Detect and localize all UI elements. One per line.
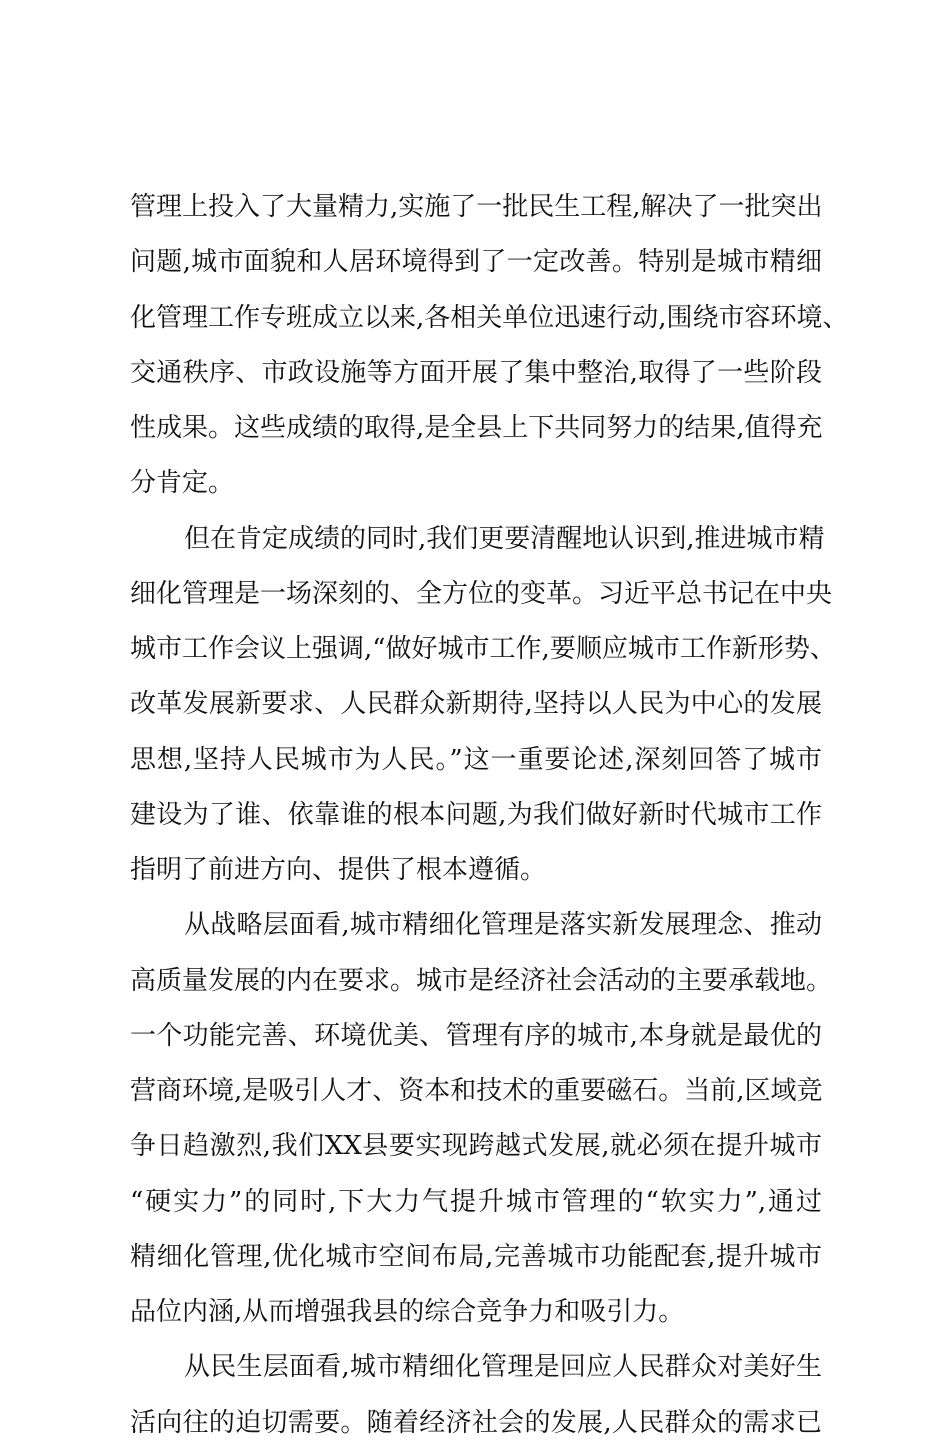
paragraph-2-line: 指明了前进方向、提供了根本遵循。 bbox=[130, 855, 547, 885]
paragraph-3-line: 争日趋激烈,我们XX县要实现跨越式发展,就必须在提升城市 bbox=[130, 1131, 822, 1162]
paragraph-4-line: 从民生层面看,城市精细化管理是回应人民群众对美好生 bbox=[184, 1352, 822, 1383]
paragraph-3-line: 品位内涵,从而增强我县的综合竞争力和吸引力。 bbox=[130, 1297, 685, 1327]
paragraph-3-line: 一个功能完善、环境优美、管理有序的城市,本身就是最优的 bbox=[130, 1020, 822, 1051]
paragraph-1-line: 问题,城市面貌和人居环境得到了一定改善。特别是城市精细 bbox=[130, 247, 822, 278]
paragraph-3-line: “硬实力”的同时,下大力气提升城市管理的“软实力”,通过 bbox=[130, 1186, 822, 1217]
paragraph-4-line: 活向往的迫切需要。随着经济社会的发展,人民群众的需求已 bbox=[130, 1407, 822, 1438]
paragraph-2-line: 但在肯定成绩的同时,我们更要清醒地认识到,推进城市精 bbox=[184, 523, 825, 554]
paragraph-3-line: 从战略层面看,城市精细化管理是落实新发展理念、推动 bbox=[184, 910, 822, 941]
paragraph-1-line: 化管理工作专班成立以来,各相关单位迅速行动,围绕市容环境、 bbox=[130, 302, 849, 333]
paragraph-2-line: 思想,坚持人民城市为人民。”这一重要论述,深刻回答了城市 bbox=[130, 744, 822, 775]
paragraph-3-line: 精细化管理,优化城市空间布局,完善城市功能配套,提升城市 bbox=[130, 1241, 822, 1272]
document-body bbox=[130, 185, 849, 1456]
paragraph-1-line: 管理上投入了大量精力,实施了一批民生工程,解决了一批突出 bbox=[130, 192, 823, 222]
paragraph-2-line: 建设为了谁、依靠谁的根本问题,为我们做好新时代城市工作 bbox=[130, 799, 822, 830]
paragraph-2-line: 城市工作会议上强调,“做好城市工作,要顺应城市工作新形势、 bbox=[130, 634, 836, 664]
paragraph-1-line: 交通秩序、市政设施等方面开展了集中整治,取得了一些阶段 bbox=[130, 357, 822, 388]
paragraph-2-line: 改革发展新要求、人民群众新期待,坚持以人民为中心的发展 bbox=[130, 689, 822, 720]
paragraph-2-line: 细化管理是一场深刻的、全方位的变革。习近平总书记在中央 bbox=[130, 578, 833, 609]
paragraph-1-line: 分肯定。 bbox=[130, 468, 235, 499]
paragraph-1-line: 性成果。这些成绩的取得,是全县上下共同努力的结果,值得充 bbox=[130, 413, 823, 443]
paragraph-3-line: 高质量发展的内在要求。城市是经济社会活动的主要承载地。 bbox=[130, 965, 833, 996]
paragraph-3-line: 营商环境,是吸引人才、资本和技术的重要磁石。当前,区域竞 bbox=[130, 1076, 823, 1106]
